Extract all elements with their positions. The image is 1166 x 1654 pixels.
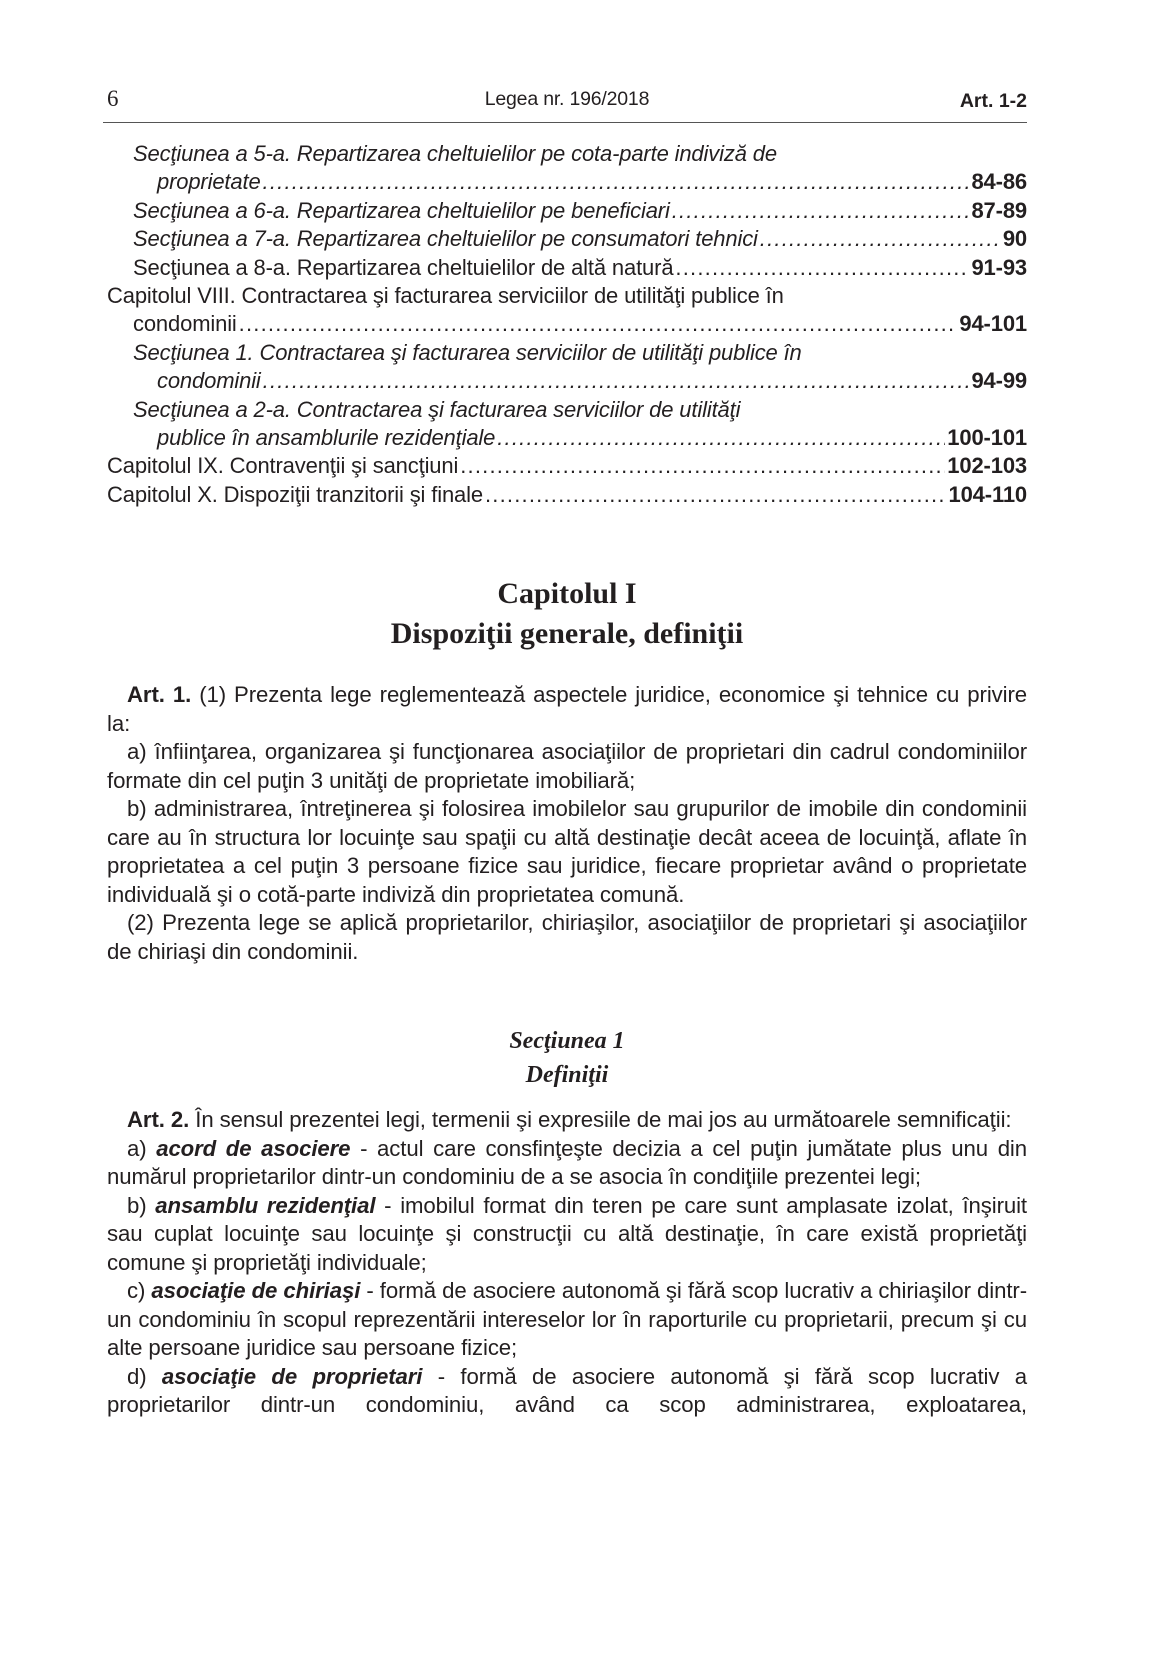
toc-entry-text: Secţiunea a 6-a. Repartizarea cheltuielilor pe beneficiari (133, 197, 670, 223)
page-number: 6 (107, 86, 119, 111)
header-rule (103, 122, 1027, 123)
item-prefix: d) (127, 1363, 162, 1389)
article-1-paragraph-2: (2) Prezenta lege se aplică proprietarilor, chiriaşilor, asociaţiilor de proprietari şi asociaţiilor de chiriaşi din condominii. (107, 910, 1027, 964)
chapter-title: Dispoziţii generale, definiţii (390, 617, 744, 650)
section-title: Definiţii (525, 1062, 609, 1088)
toc-entry-line (107, 396, 1027, 424)
article-range: Art. 1-2 (959, 90, 1027, 112)
toc-leader-dots (239, 310, 958, 338)
article-label: Art. 1. (127, 682, 192, 707)
running-title: Legea nr. 196/2018 (484, 88, 650, 110)
toc-leader-dots (675, 254, 969, 282)
toc-page-range: 87-89 (971, 197, 1027, 223)
toc-leader-dots (760, 225, 1001, 253)
toc-entry-text: Secţiunea 1. Contractarea şi facturarea serviciilor de utilităţi publice în (133, 339, 802, 365)
toc-page-range: 104-110 (948, 481, 1027, 507)
toc-leader-dots (263, 168, 970, 196)
table-of-contents (107, 140, 1027, 509)
toc-entry-text: Capitolul X. Dispoziţii tranzitorii şi finale (107, 481, 483, 507)
chapter-number: Capitolul I (497, 577, 637, 610)
toc-page-range: 102-103 (947, 453, 1027, 479)
definition-text: - actul care consfinţeşte decizia a cel puţin jumătate plus unu din numărul proprietarilor dintr-un condominiu de a se asocia în condiţiile prezentei legi; (107, 1135, 1027, 1189)
toc-entry-text: Secţiunea a 2-a. Contractarea şi facturarea serviciilor de utilităţi (133, 396, 741, 422)
toc-entry-text: publice în ansamblurile rezidenţiale (157, 424, 496, 450)
toc-entry-line (107, 140, 1027, 168)
toc-entry-text: condominii (157, 368, 261, 394)
article-1-item-b: b) administrarea, întreţinerea şi folosirea imobilelor sau grupurilor de imobile din condominii care au în structura lor locuinţe sau spaţii cu altă destinaţie decât aceea de locuinţă, aflate în proprietatea a cel puţin 3 persoane fizice sau juridice, fiecare proprietar având o proprietate individuală şi o cotă-parte indiviză din proprietatea comună. (107, 796, 1027, 907)
toc-leader-dots (672, 197, 970, 225)
section-heading (107, 1024, 1027, 1092)
article-1-item-a: a) înfiinţarea, organizarea şi funcţionarea asociaţiilor de proprietari din cadrul condominiilor formate din cel puţin 3 unităţi de proprietate imobiliară; (107, 739, 1027, 793)
toc-entry-text: Secţiunea a 5-a. Repartizarea cheltuielilor pe cota-parte indiviză de (133, 141, 777, 166)
definition-text: - imobilul format din teren pe care sunt amplasate izolat, înşiruit sau cuplat locuinţe sau locuinţe şi construcţii cu altă destinaţie, în care există proprietăţi comune şi proprietăţi individuale; (107, 1192, 1027, 1275)
article-1-paragraph-1 (107, 681, 1027, 738)
defined-term: asociaţie de proprietari (161, 1363, 423, 1389)
item-prefix: b) (127, 1192, 156, 1218)
chapter-heading (107, 574, 1027, 654)
defined-term: asociaţie de chiriaşi (151, 1278, 361, 1303)
toc-entry-line (107, 310, 1027, 338)
toc-leader-dots (460, 452, 945, 480)
paragraph-text: În sensul prezentei legi, termenii şi expresiile de mai jos au următoarele semnificaţii: (189, 1107, 1012, 1132)
definition-text: - formă de asociere autonomă şi fără scop lucrativ a proprietarilor dintr-un condominiu, având ca scop administrarea, exploatarea, (107, 1363, 1028, 1417)
definition-item (107, 1192, 1027, 1278)
definition-item (107, 1277, 1027, 1363)
toc-entry-text: Capitolul VIII. Contractarea şi facturarea serviciilor de utilităţi publice în (107, 282, 784, 308)
toc-page-range: 94-99 (971, 368, 1027, 394)
toc-entry-line (107, 225, 1027, 253)
toc-leader-dots (485, 481, 947, 509)
toc-page-range: 84-86 (971, 169, 1027, 195)
defined-term: acord de asociere (156, 1135, 351, 1161)
toc-entry-line (107, 424, 1027, 452)
item-prefix: c) (127, 1278, 152, 1303)
toc-entry-line (107, 197, 1027, 225)
toc-entry-text: proprietate (157, 169, 261, 195)
toc-entry-line (107, 481, 1027, 509)
item-prefix: a) (127, 1135, 157, 1161)
definition-text: - formă de asociere autonomă şi fără scop lucrativ a chiriaşilor dintr-un condominiu în scopul reprezentării intereselor lor în raporturile cu proprietarii, precum şi cu alte persoane juridice sau persoane fizice; (107, 1278, 1027, 1360)
toc-page-range: 100-101 (947, 424, 1027, 450)
paragraph-text: (1) Prezenta lege reglementează aspectele juridice, economice şi tehnice cu privire la: (107, 682, 1027, 736)
article-label: Art. 2. (127, 1107, 190, 1132)
definition-item (107, 1135, 1027, 1192)
toc-entry-line (107, 452, 1027, 480)
defined-term: ansamblu rezidenţial (155, 1192, 376, 1218)
toc-leader-dots (263, 367, 970, 395)
toc-entry-line (107, 339, 1027, 367)
running-header (107, 86, 1027, 116)
toc-entry-text: Secţiunea a 8-a. Repartizarea cheltuielilor de altă natură (133, 254, 674, 280)
toc-entry-text: condominii (133, 311, 237, 337)
toc-entry-line (107, 254, 1027, 282)
toc-page-range: 91-93 (971, 254, 1027, 280)
section-number: Secţiunea 1 (509, 1028, 625, 1054)
toc-entry-text: Capitolul IX. Contravenţii şi sancţiuni (107, 453, 459, 479)
toc-leader-dots (497, 424, 945, 452)
toc-entry-line (107, 168, 1027, 196)
toc-entry-text: Secţiunea a 7-a. Repartizarea cheltuielilor pe consumatori tehnici (133, 226, 758, 252)
toc-page-range: 94-101 (959, 311, 1027, 337)
toc-entry-line (107, 367, 1027, 395)
article-2 (107, 1106, 1027, 1420)
toc-entry-line (107, 282, 1027, 310)
article-2-intro (107, 1106, 1027, 1135)
article-1 (107, 681, 1027, 966)
toc-page-range: 90 (1002, 226, 1027, 252)
definition-item (107, 1363, 1027, 1420)
